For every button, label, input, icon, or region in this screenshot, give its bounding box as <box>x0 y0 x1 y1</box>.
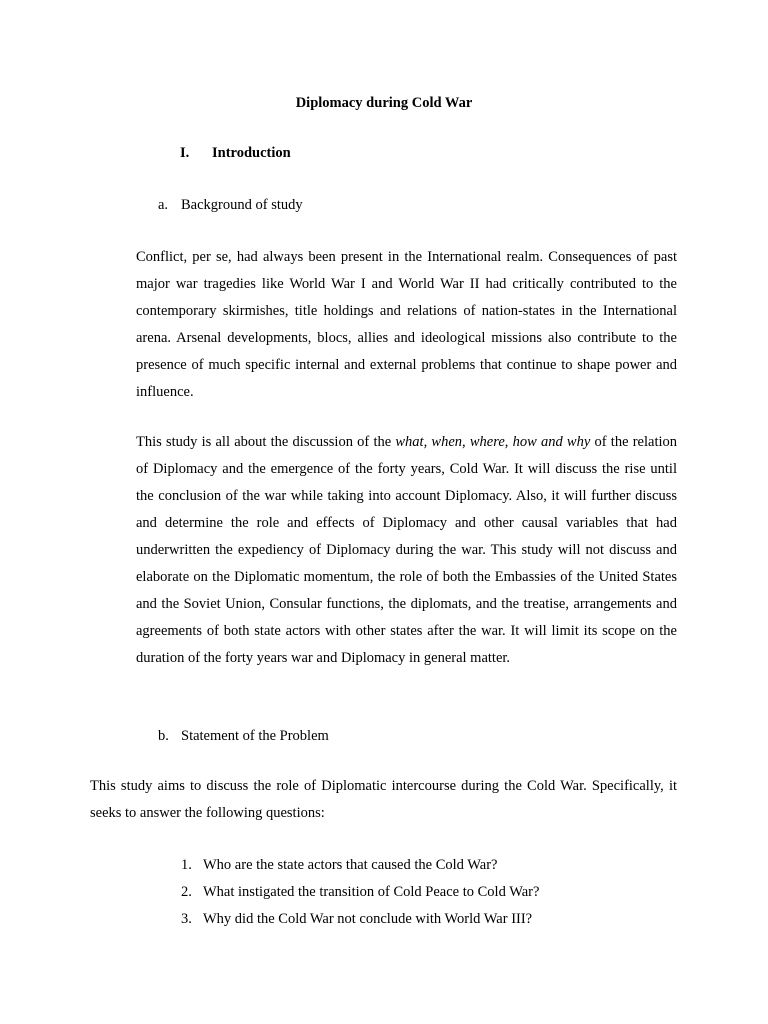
problem-paragraph: This study aims to discuss the role of Diplomatic intercourse during the Cold War. Specifically, it seeks to answer the following questions: <box>90 778 677 821</box>
list-item <box>181 906 681 933</box>
emphasized-text: what, when, where, how and why <box>395 434 591 450</box>
list-item-text: What instigated the transition of Cold Peace to Cold War? <box>203 884 540 900</box>
question-list <box>181 852 681 933</box>
background-paragraph-2 <box>136 429 677 672</box>
background-paragraph-1: Conflict, per se, had always been present in the International realm. Consequences of past major war tragedies like World War I and World War II had critically contributed to the contemporary skirmishes, title holdings and relations of nation-states in the International arena. Arsenal developments, blocs, allies and ideological missions also contribute to the presence of much specific internal and external problems that continue to shape power and influence. <box>136 249 677 400</box>
subsection-heading-background <box>158 195 303 215</box>
list-number: 1. <box>181 857 192 873</box>
section-number: I. <box>180 145 190 161</box>
list-item-text: Who are the state actors that caused the Cold War? <box>203 857 498 873</box>
subsection-letter: b. <box>158 728 169 744</box>
subsection-title: Statement of the Problem <box>181 728 329 744</box>
subsection-heading-problem <box>158 726 329 746</box>
list-item-text: Why did the Cold War not conclude with World War III? <box>203 911 533 927</box>
section-heading <box>180 143 291 163</box>
list-item <box>181 852 681 879</box>
paragraph-text: of the relation of Diplomacy and the emergence of the forty years, Cold War. It will discuss the rise until the conclusion of the war while taking into account Diplomacy. Also, it will further discuss and determine the role and effects of Diplomacy and other causal variables that had underwritten the expediency of Diplomacy during the war. This study will not discuss and elaborate on the Diplomatic momentum, the role of both the Embassies of the United States and the Soviet Union, Consular functions, the diplomats, and the treatise, arrangements and agreements of both state actors with other states after the war. It will limit its scope on the duration of the forty years war and Diplomacy in general matter. <box>136 434 677 666</box>
list-number: 3. <box>181 911 192 927</box>
list-item <box>181 879 681 906</box>
paragraph-text: This study is all about the discussion of the <box>136 434 396 450</box>
subsection-title: Background of study <box>181 197 303 213</box>
section-title: Introduction <box>212 145 291 161</box>
list-number: 2. <box>181 884 192 900</box>
document-title: Diplomacy during Cold War <box>295 95 473 111</box>
subsection-letter: a. <box>158 197 169 213</box>
